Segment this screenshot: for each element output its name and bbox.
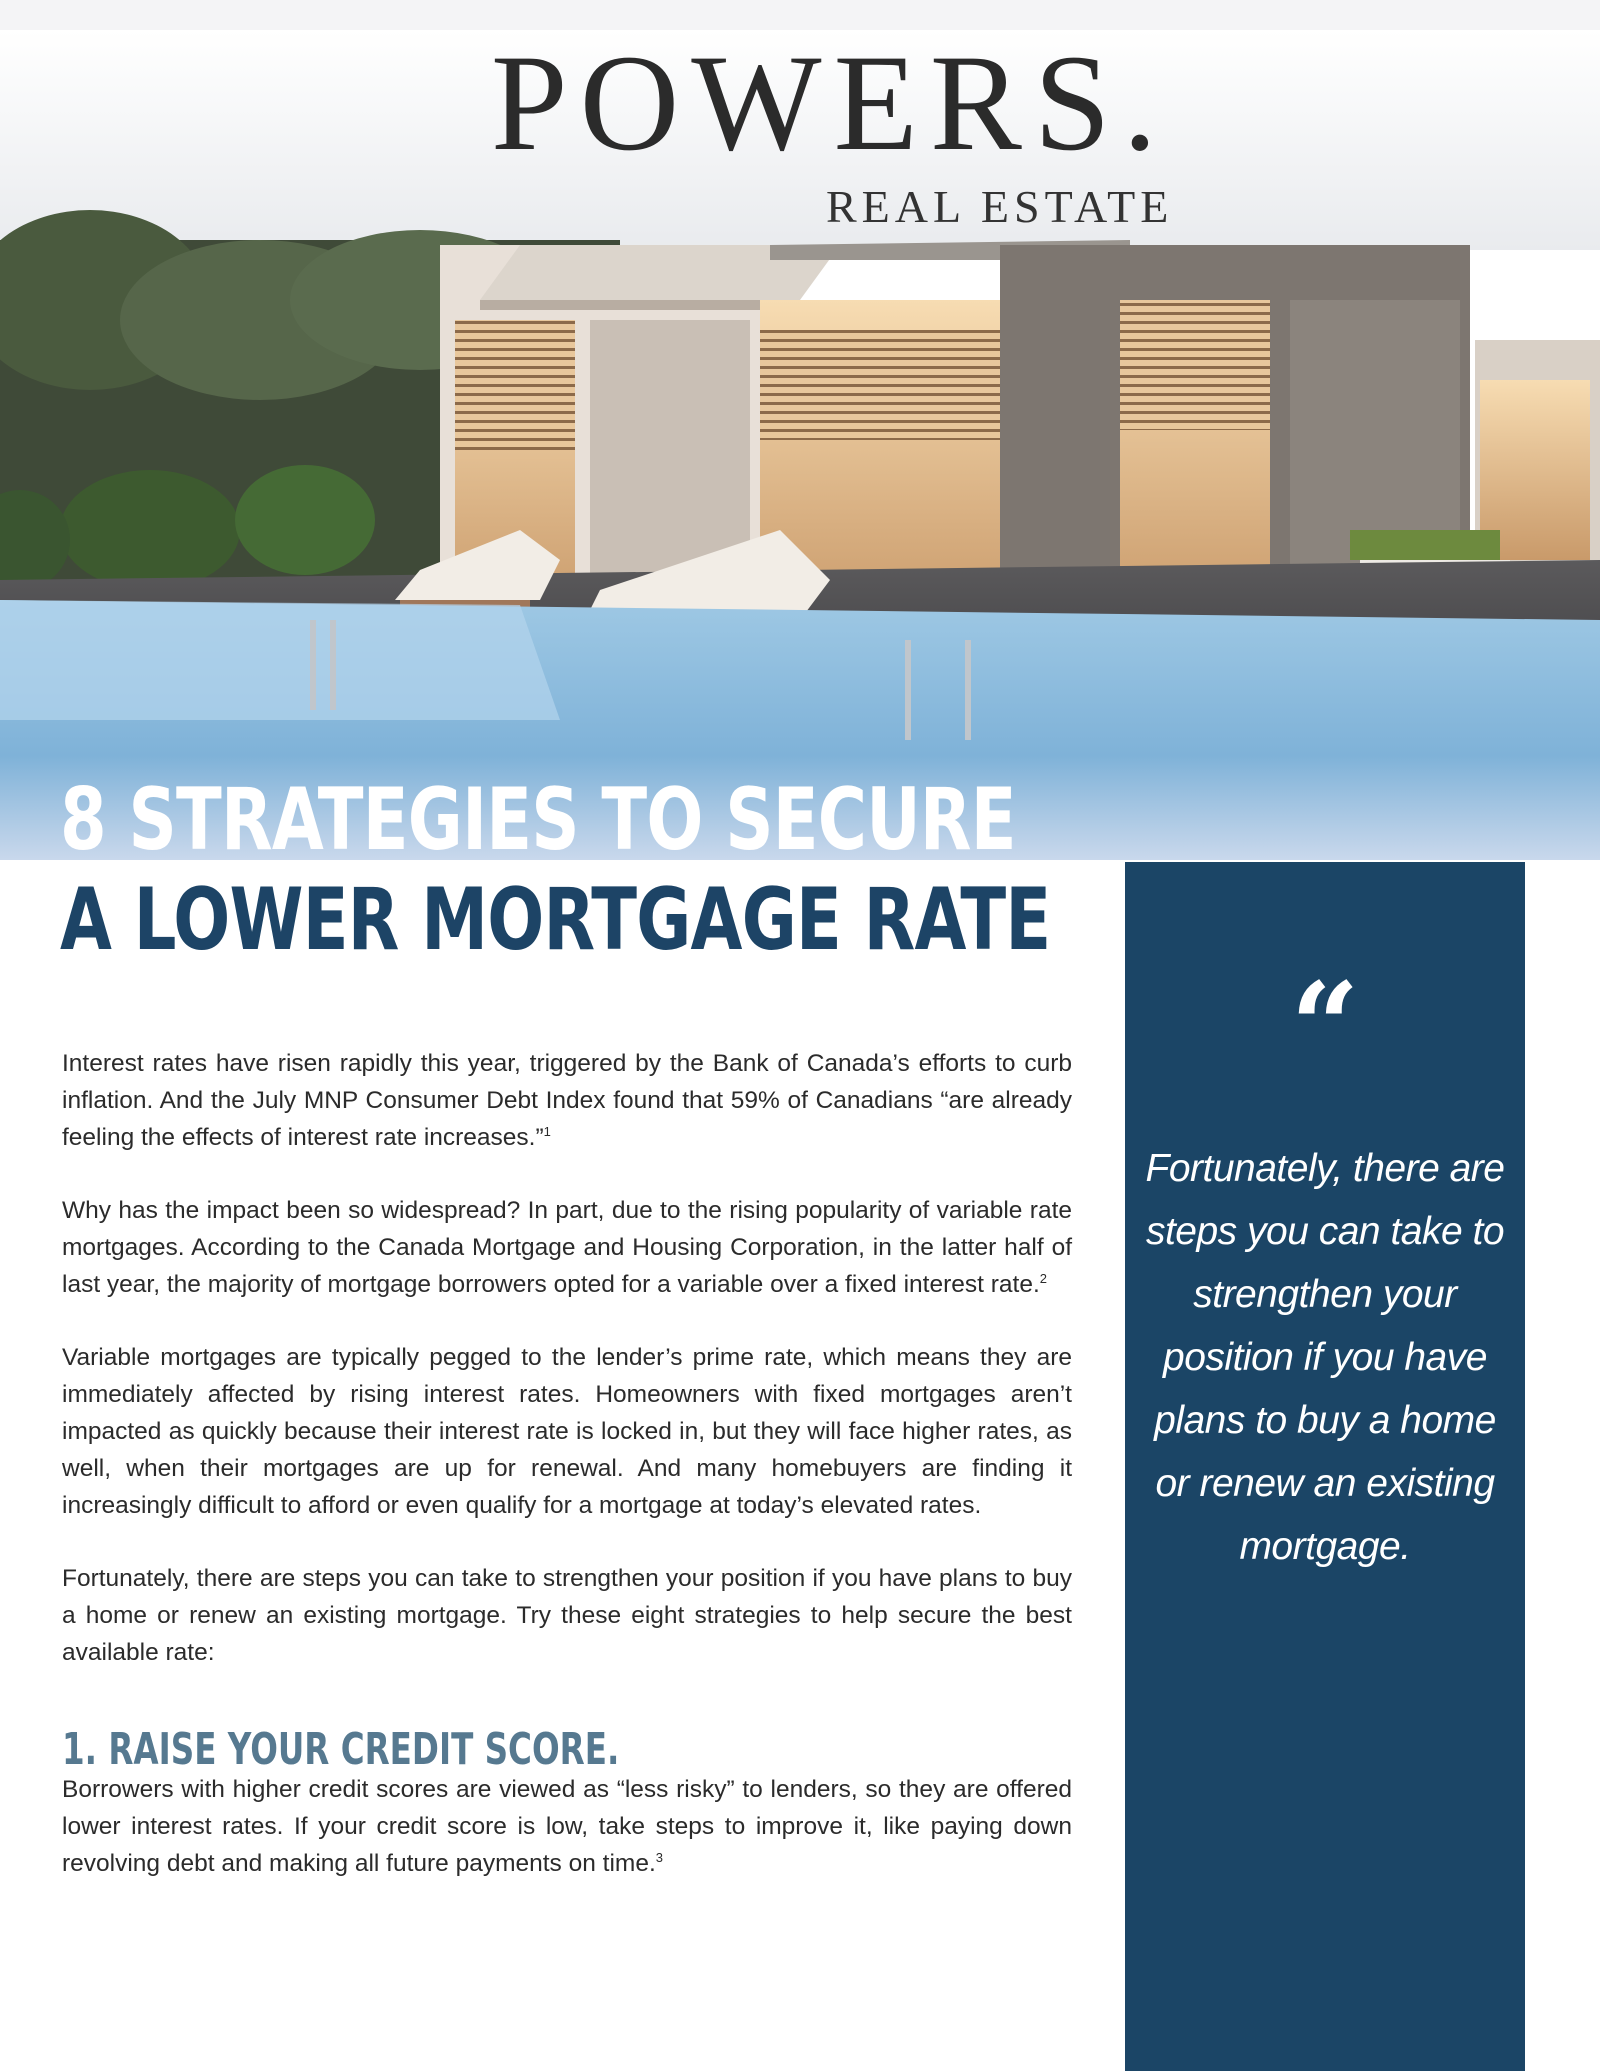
pull-quote-text: Fortunately, there are steps you can take to strengthen your position if you have plans to buy a home or renew an existing mortgage. (1145, 1147, 1505, 1568)
brand-tagline: REAL ESTATE (826, 181, 1174, 232)
footnote-ref-1: 1 (543, 1123, 551, 1139)
paragraph-impact (62, 1192, 1072, 1303)
paragraph-intro (62, 1045, 1072, 1156)
paragraph-impact-text: Why has the impact been so widespread? In part, due to the rising popularity of variable rate mortgages. According to the Canada Mortgage and Housing Corporation, in the latter half of last year, the majority of mortgage borrowers opted for a variable over a fixed interest rate. (62, 1197, 1072, 1298)
footnote-ref-3: 3 (655, 1849, 664, 1865)
title-line-1: 8 STRATEGIES TO SECURE (60, 770, 1016, 870)
article-body (62, 1045, 1072, 1918)
paragraph-intro-text: Interest rates have risen rapidly this year, triggered by the Bank of Canada’s efforts to curb inflation. And the July MNP Consumer Debt Index found that 59% of Canadians “are already feeling the effects of interest rate increases.” (62, 1050, 1072, 1151)
quote-mark-icon: “ (1290, 956, 1360, 1097)
footnote-ref-2: 2 (1039, 1270, 1047, 1286)
paragraph-credit-score-text: Borrowers with higher credit scores are viewed as “less risky” to lenders, so they are offered lower interest rates. If your credit score is low, take steps to improve it, like paying down revolving debt and making all future payments on time. (62, 1776, 1072, 1877)
hero-section (0, 0, 1600, 860)
paragraph-strategies-intro: Fortunately, there are steps you can take to strengthen your position if you have plans to buy a home or renew an existing mortgage. Try these eight strategies to help secure the best available rate: (62, 1565, 1072, 1666)
paragraph-variable-mortgages: Variable mortgages are typically pegged to the lender’s prime rate, which means they are immediately affected by rising interest rates. Homeowners with fixed mortgages aren’t impacted as quickly because their interest rate is locked in, but they will face higher rates, as well, when their mortgages are up for renewal. And many homebuyers are finding it increasingly difficult to afford or even qualify for a mortgage at today’s elevated rates. (62, 1344, 1072, 1519)
section-heading-credit-score: 1. RAISE YOUR CREDIT SCORE. (62, 1724, 620, 1775)
paragraph-credit-score (62, 1771, 1072, 1882)
brand-logo: POWERS. (490, 26, 1170, 179)
title-line-2: A LOWER MORTGAGE RATE (60, 870, 1051, 970)
page-title (60, 770, 1051, 970)
pull-quote-sidebar (1125, 862, 1525, 2071)
